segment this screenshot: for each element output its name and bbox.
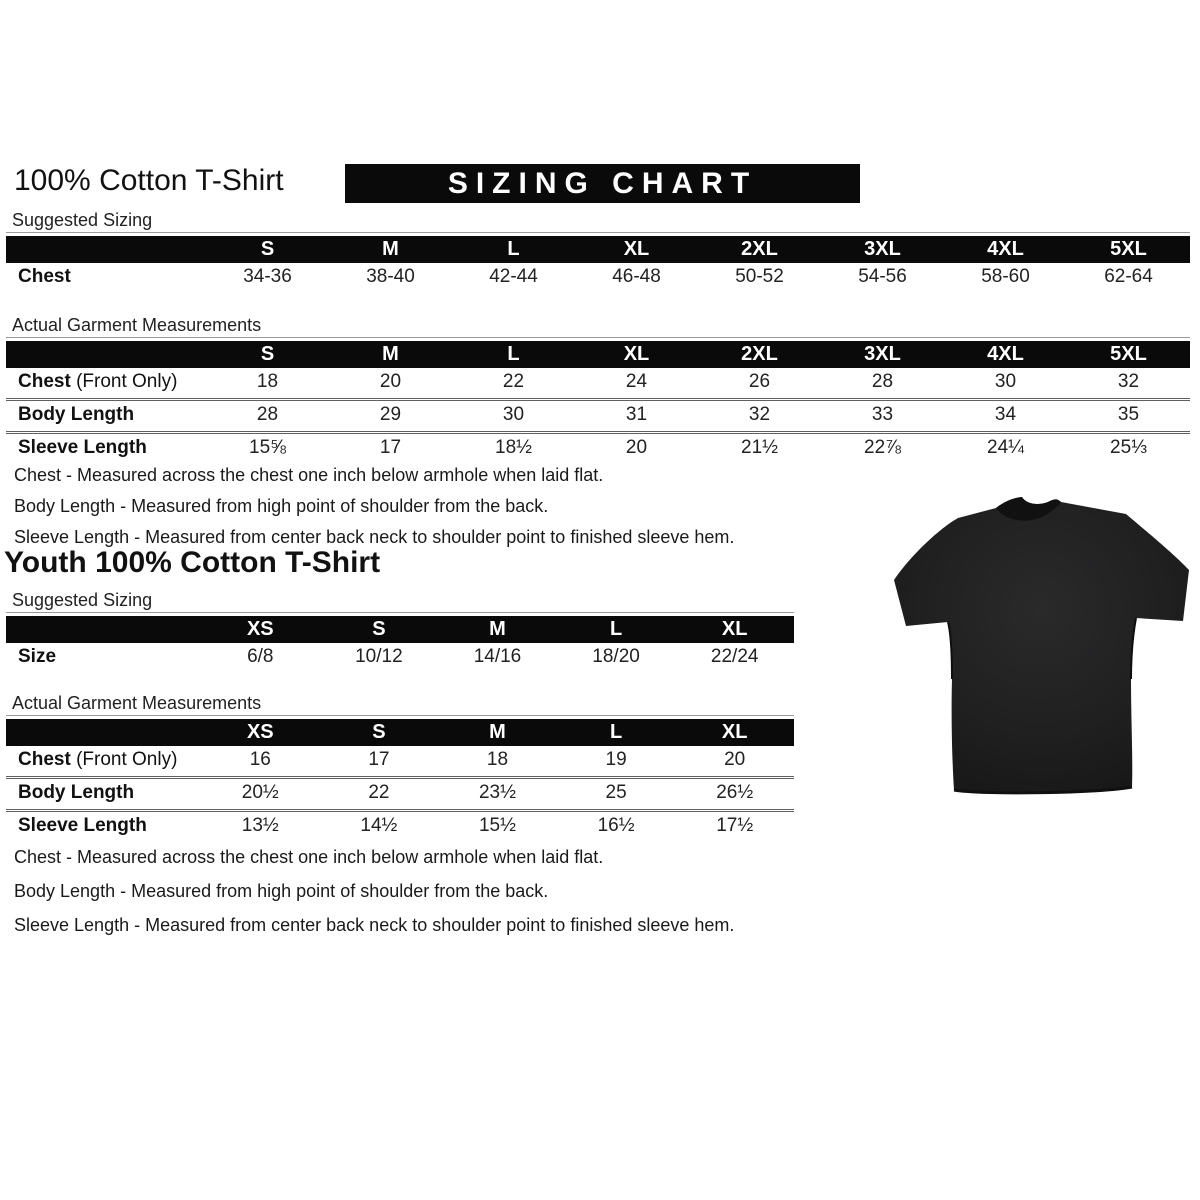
measurement-cell: 16½ [557, 811, 676, 843]
size-column-header: L [557, 616, 676, 643]
size-column-header: 3XL [821, 236, 944, 263]
row-label-column-header [6, 719, 201, 746]
adult-suggested-sizing-table [6, 236, 1190, 293]
adult-actual-measurements-label: Actual Garment Measurements [12, 315, 262, 335]
measurement-cell: 54-56 [858, 266, 907, 287]
measurement-cell: 34-36 [243, 266, 292, 287]
row-label: Size [18, 646, 57, 667]
measurement-cell: 21½ [698, 433, 821, 465]
size-column-header: 3XL [821, 341, 944, 368]
measurement-cell: 46-48 [612, 266, 661, 287]
size-column-header: 4XL [944, 341, 1067, 368]
size-column-header: S [320, 616, 439, 643]
youth-suggested-sizing-section [6, 590, 794, 673]
size-column-header: XL [575, 341, 698, 368]
measurement-cell: 62-64 [1104, 266, 1153, 287]
size-column-header: 2XL [698, 341, 821, 368]
measurement-cell: 18 [486, 749, 509, 770]
measurement-cell: 24¼ [944, 433, 1067, 465]
row-label: Chest [18, 266, 71, 287]
table-row [6, 263, 1190, 293]
sizing-chart-banner: SIZING CHART [345, 164, 860, 203]
size-column-header: 5XL [1067, 236, 1190, 263]
measurement-cell: 18½ [452, 433, 575, 465]
row-label: Chest (Front Only) [18, 749, 178, 770]
note-sleeve-length: Sleeve Length - Measured from center back neck to shoulder point to finished sleeve hem. [14, 915, 735, 935]
size-column-header: XS [201, 616, 320, 643]
table-row [6, 811, 794, 843]
row-label: Sleeve Length [6, 811, 201, 843]
size-column-header: L [452, 341, 575, 368]
measurement-cell: 32 [698, 400, 821, 433]
measurement-cell: 17 [368, 749, 390, 770]
row-label-column-header [6, 616, 201, 643]
table-row [6, 400, 1190, 433]
measurement-cell: 18 [256, 371, 279, 392]
size-column-header: L [557, 719, 676, 746]
row-label: Chest (Front Only) [18, 371, 178, 392]
size-column-header: L [452, 236, 575, 263]
measurement-cell: 20½ [201, 778, 320, 811]
measurement-cell: 26 [748, 371, 771, 392]
note-chest: Chest - Measured across the chest one inch below armhole when laid flat. [14, 847, 604, 867]
youth-actual-measurements-section [6, 693, 794, 842]
measurement-cell: 35 [1067, 400, 1190, 433]
note-body-length: Body Length - Measured from high point of shoulder from the back. [14, 496, 549, 516]
adult-actual-measurements-section [6, 315, 1190, 464]
youth-section-title: Youth 100% Cotton T-Shirt [4, 546, 381, 579]
size-column-header: 5XL [1067, 341, 1190, 368]
divider-line [6, 612, 794, 613]
row-label: Sleeve Length [6, 433, 206, 465]
measurement-cell: 14½ [320, 811, 439, 843]
size-column-header: S [206, 236, 329, 263]
adult-suggested-sizing-section [6, 210, 1190, 293]
measurement-cell: 22 [320, 778, 439, 811]
measurement-cell: 20 [575, 433, 698, 465]
youth-actual-measurements-label: Actual Garment Measurements [12, 693, 262, 713]
measurement-cell: 28 [206, 400, 329, 433]
measurement-cell: 32 [1117, 371, 1140, 392]
measurement-cell: 42-44 [489, 266, 538, 287]
measurement-cell: 17 [329, 433, 452, 465]
note-chest: Chest - Measured across the chest one inch below armhole when laid flat. [14, 465, 604, 485]
measurement-cell: 30 [994, 371, 1017, 392]
size-column-header: S [206, 341, 329, 368]
divider-line [6, 337, 1190, 338]
black-tshirt-image [888, 494, 1194, 806]
measurement-cell: 25 [557, 778, 676, 811]
row-label: Body Length [6, 778, 201, 811]
measurement-cell: 50-52 [735, 266, 784, 287]
divider-line [6, 715, 794, 716]
measurement-cell: 34 [944, 400, 1067, 433]
measurement-cell: 17½ [675, 811, 794, 843]
measurement-cell: 16 [249, 749, 271, 770]
note-body-length: Body Length - Measured from high point of shoulder from the back. [14, 881, 549, 901]
measurement-cell: 25⅓ [1067, 433, 1190, 465]
row-label-column-header [6, 236, 206, 263]
measurement-cell: 29 [329, 400, 452, 433]
youth-measurement-notes [2, 840, 914, 942]
size-column-header: M [438, 616, 557, 643]
adult-measurement-notes [2, 460, 914, 553]
measurement-cell: 28 [871, 371, 894, 392]
measurement-cell: 20 [724, 749, 746, 770]
measurement-cell: 15½ [438, 811, 557, 843]
measurement-cell: 13½ [201, 811, 320, 843]
size-column-header: M [438, 719, 557, 746]
measurement-cell: 24 [625, 371, 648, 392]
measurement-cell: 19 [605, 749, 627, 770]
note-sleeve-length: Sleeve Length - Measured from center back neck to shoulder point to finished sleeve hem. [14, 527, 735, 547]
measurement-cell: 58-60 [981, 266, 1030, 287]
size-column-header: XL [575, 236, 698, 263]
measurement-cell: 38-40 [366, 266, 415, 287]
measurement-cell: 22⅞ [821, 433, 944, 465]
size-column-header: S [320, 719, 439, 746]
size-column-header: M [329, 236, 452, 263]
table-row [6, 643, 794, 673]
divider-line [6, 232, 1190, 233]
table-row [6, 778, 794, 811]
measurement-cell: 14/16 [473, 646, 522, 667]
adult-suggested-sizing-label: Suggested Sizing [12, 210, 153, 230]
size-column-header: 2XL [698, 236, 821, 263]
size-column-header: XL [675, 719, 794, 746]
measurement-cell: 30 [452, 400, 575, 433]
measurement-cell: 22/24 [710, 646, 759, 667]
measurement-cell: 18/20 [592, 646, 640, 667]
table-row [6, 746, 794, 778]
measurement-cell: 26½ [675, 778, 794, 811]
adult-actual-measurements-table [6, 341, 1190, 464]
row-label: Body Length [6, 400, 206, 433]
youth-actual-measurements-table [6, 719, 794, 842]
measurement-cell: 22 [502, 371, 525, 392]
tshirt-icon [888, 494, 1194, 806]
measurement-cell: 10/12 [355, 646, 403, 667]
measurement-cell: 15⅝ [206, 433, 329, 465]
table-row [6, 368, 1190, 400]
measurement-cell: 31 [575, 400, 698, 433]
size-column-header: 4XL [944, 236, 1067, 263]
page-title: 100% Cotton T-Shirt [14, 164, 284, 197]
size-column-header: XL [675, 616, 794, 643]
size-column-header: M [329, 341, 452, 368]
size-column-header: XS [201, 719, 320, 746]
row-label-column-header [6, 341, 206, 368]
measurement-cell: 23½ [438, 778, 557, 811]
measurement-cell: 20 [379, 371, 402, 392]
youth-suggested-sizing-label: Suggested Sizing [12, 590, 153, 610]
youth-suggested-sizing-table [6, 616, 794, 673]
measurement-cell: 6/8 [247, 646, 274, 667]
measurement-cell: 33 [821, 400, 944, 433]
